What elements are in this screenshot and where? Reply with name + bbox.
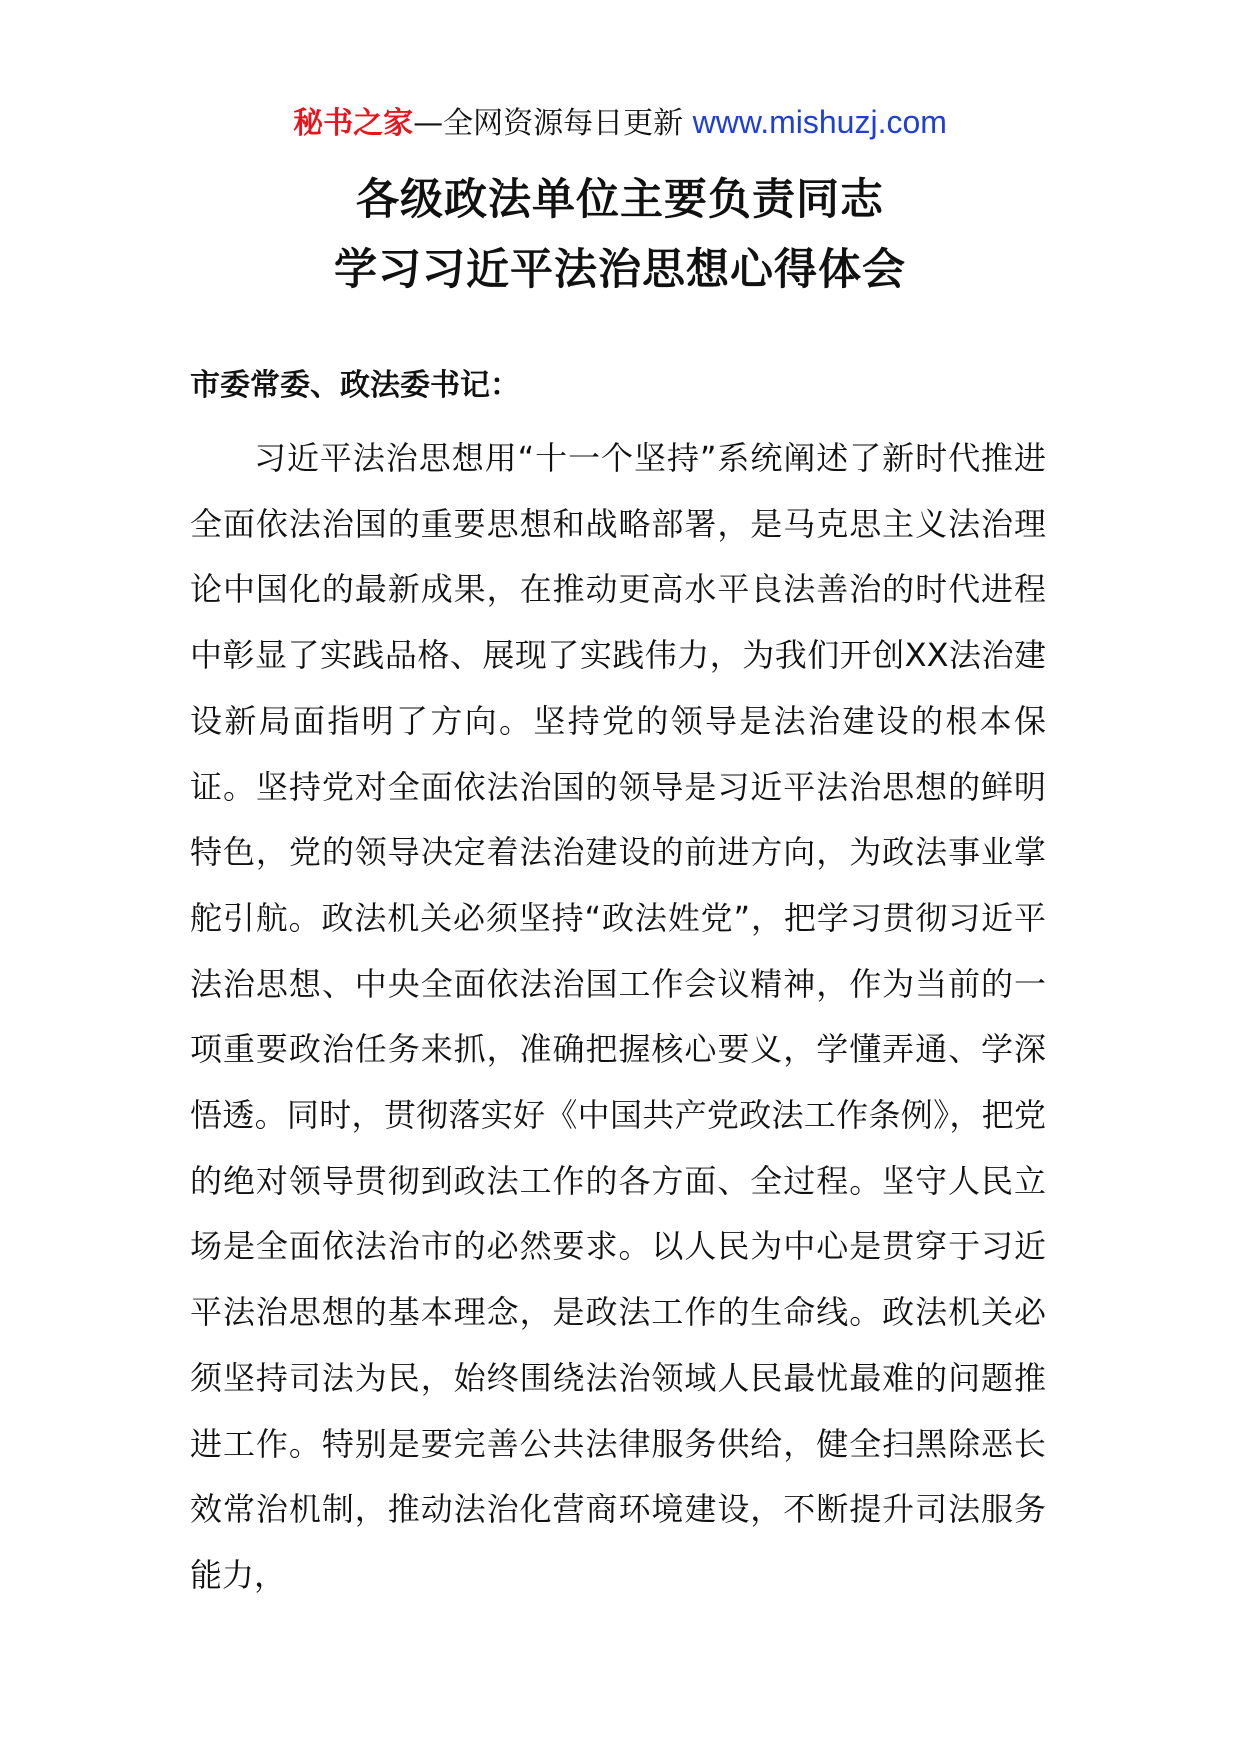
header-tagline: —全网资源每日更新 bbox=[413, 106, 684, 141]
site-url-link[interactable]: www.mishuzj.com bbox=[692, 104, 947, 140]
author-line: 市委常委、政法委书记： bbox=[190, 368, 520, 403]
title-line-2: 学习习近平法治思想心得体会 bbox=[334, 245, 906, 295]
title-line-1: 各级政法单位主要负责同志 bbox=[356, 175, 884, 225]
document-title bbox=[0, 165, 1240, 305]
site-header bbox=[0, 100, 1240, 146]
brand-name: 秘书之家 bbox=[293, 106, 414, 141]
body-paragraph: 习近平法治思想用“十一个坚持”系统阐述了新时代推进全面依法治国的重要思想和战略部署，是马克思主义法治理论中国化的最新成果，在推动更高水平良法善治的时代进程中彰显了实践品格、展现了实践伟力，为我们开创XX法治建设新局面指明了方向。坚持党的领导是法治建设的根本保证。坚持党对全面依法治国的领导是习近平法治思想的鲜明特色，党的领导决定着法治建设的前进方向，为政法事业掌舵引航。政法机关必须坚持“政法姓党”，把学习贯彻习近平法治思想、中央全面依法治国工作会议精神，作为当前的一项重要政治任务来抓，准确把握核心要义，学懂弄通、学深悟透。同时，贯彻落实好《中国共产党政法工作条例》，把党的绝对领导贯彻到政法工作的各方面、全过程。坚守人民立场是全面依法治市的必然要求。以人民为中心是贯穿于习近平法治思想的基本理念，是政法工作的生命线。政法机关必须坚持司法为民，始终围绕法治领域人民最忧最难的问题推进工作。特别是要完善公共法律服务供给，健全扫黑除恶长效常治机制，推动法治化营商环境建设，不断提升司法服务能力， bbox=[190, 439, 1046, 1594]
